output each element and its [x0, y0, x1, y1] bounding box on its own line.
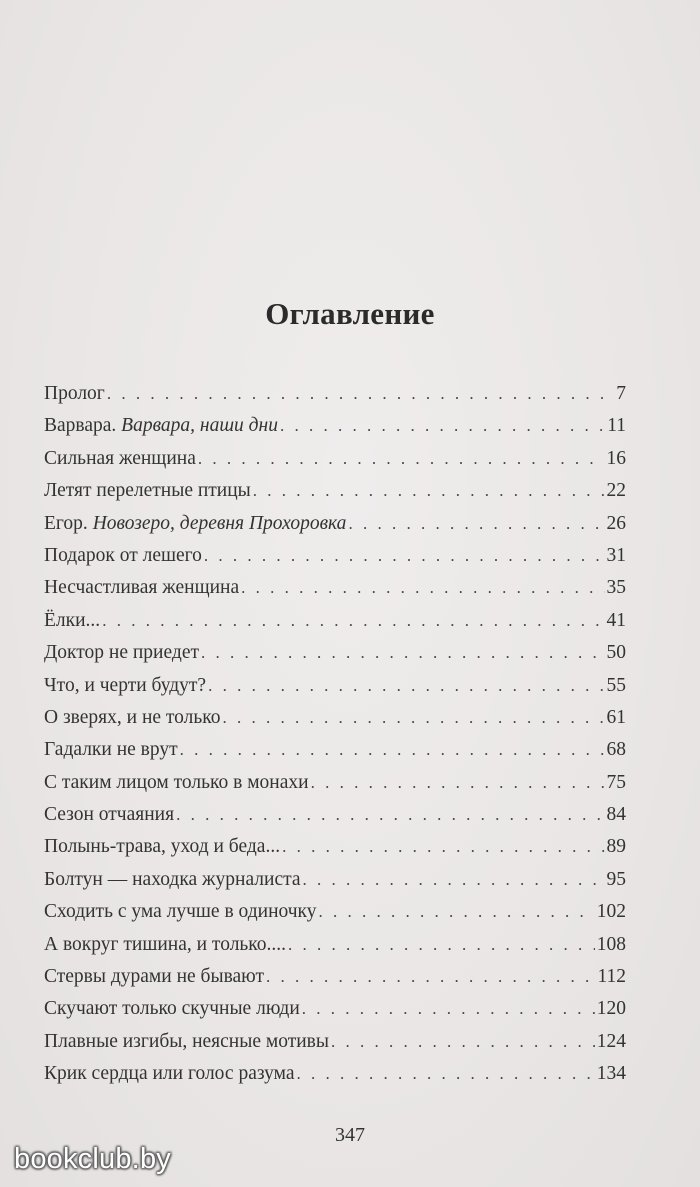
toc-entry-title: [44, 739, 178, 761]
dot-leader: [319, 902, 595, 922]
chapter-title: С таким лицом только в монахи: [44, 771, 309, 793]
toc-entry-page: 108: [596, 933, 626, 955]
chapter-title: О зверях, и не только: [44, 706, 221, 728]
toc-entry-page: 16: [606, 447, 626, 469]
toc-entry-title: [44, 610, 100, 632]
dot-leader: [176, 805, 604, 825]
toc-entry-title: [44, 642, 199, 664]
chapter-title: Плавные изгибы, неясные мотивы: [44, 1030, 329, 1052]
dot-leader: [198, 449, 605, 469]
toc-entry: [44, 675, 626, 707]
dot-leader: [303, 870, 605, 890]
chapter-title: Что, и черти будут?: [44, 674, 207, 696]
dot-leader: [280, 416, 605, 436]
dot-leader: [348, 514, 604, 534]
dot-leader: [282, 837, 604, 857]
toc-entry-title: [44, 1063, 295, 1085]
chapter-subtitle: Варвара, наши дни: [121, 415, 278, 437]
chapter-title: Егор.: [44, 512, 88, 534]
toc-entry-title: [44, 772, 309, 794]
toc-entry-page: 22: [606, 480, 626, 502]
toc-entry-page: 26: [606, 512, 626, 534]
toc-entry-page: 55: [606, 674, 626, 696]
dot-leader: [107, 384, 614, 404]
toc-entry-page: 75: [606, 771, 626, 793]
toc-entry-title: [44, 901, 317, 923]
dot-leader: [297, 1064, 595, 1084]
toc-entry: [44, 966, 626, 998]
toc-entry: [44, 901, 626, 933]
dot-leader: [253, 481, 605, 501]
dot-leader: [204, 546, 605, 566]
toc-entry-page: 61: [606, 706, 626, 728]
toc-entry: [44, 642, 626, 674]
dot-leader: [311, 773, 605, 793]
toc-entry-title: [44, 836, 280, 858]
chapter-title: Варвара.: [44, 415, 117, 437]
chapter-title: Сходить с ума лучше в одиночку: [44, 901, 317, 923]
toc-entry-page: 102: [596, 901, 626, 923]
dot-leader: [201, 643, 605, 663]
toc-entry-page: 89: [606, 836, 626, 858]
dot-leader: [102, 611, 604, 631]
toc-entry-title: [44, 415, 278, 437]
toc-entry: [44, 383, 626, 415]
toc-entry-page: 84: [606, 804, 626, 826]
dot-leader: [331, 1032, 595, 1052]
toc-entry: [44, 610, 626, 642]
dot-leader: [302, 999, 595, 1019]
toc-entry: [44, 1031, 626, 1063]
toc-entry: [44, 480, 626, 512]
toc-entry-title: [44, 448, 196, 470]
toc-entry: [44, 836, 626, 868]
table-of-contents: [44, 383, 626, 1096]
toc-entry: [44, 998, 626, 1030]
toc-entry: [44, 545, 626, 577]
toc-entry-title: [44, 675, 206, 697]
dot-leader: [288, 935, 595, 955]
toc-entry-title: [44, 1031, 329, 1053]
toc-entry-title: [44, 513, 346, 535]
toc-entry-page: 120: [596, 998, 626, 1020]
chapter-title: Доктор не приедет: [44, 642, 199, 664]
toc-entry: [44, 804, 626, 836]
chapter-title: А вокруг тишина, и только....: [44, 933, 287, 955]
toc-entry-page: 124: [596, 1030, 626, 1052]
chapter-title: Стервы дурами не бывают: [44, 966, 265, 988]
chapter-title: Сильная женщина: [44, 447, 196, 469]
chapter-title: Подарок от лешего: [44, 544, 202, 566]
toc-entry-page: 112: [597, 966, 626, 988]
chapter-title: Несчастливая женщина: [44, 577, 240, 599]
toc-entry: [44, 448, 626, 480]
watermark-logo: bookclub.by: [14, 1143, 171, 1175]
chapter-title: Полынь-трава, уход и беда...: [44, 836, 281, 858]
toc-entry-title: [44, 869, 301, 891]
toc-entry: [44, 772, 626, 804]
toc-entry-title: [44, 707, 221, 729]
chapter-title: Пролог: [44, 383, 105, 404]
chapter-title: Сезон отчаяния: [44, 804, 175, 826]
chapter-title: Крик сердца или голос разума: [44, 1063, 295, 1085]
toc-entry: [44, 577, 626, 609]
toc-entry-title: [44, 480, 251, 502]
dot-leader: [241, 578, 604, 598]
toc-entry-page: 134: [596, 1063, 626, 1085]
toc-entry-page: 95: [606, 868, 626, 890]
toc-entry-page: 35: [606, 577, 626, 599]
toc-entry: [44, 934, 626, 966]
dot-leader: [180, 740, 605, 760]
toc-entry-page: 11: [607, 415, 626, 437]
toc-entry-page: 68: [606, 739, 626, 761]
toc-heading: Оглавление: [265, 296, 435, 331]
toc-entry: [44, 415, 626, 447]
toc-entry-title: [44, 804, 174, 826]
toc-entry-title: [44, 577, 239, 599]
toc-entry: [44, 707, 626, 739]
toc-entry-page: 41: [606, 609, 626, 631]
dot-leader: [223, 708, 605, 728]
toc-entry-title: [44, 934, 286, 956]
dot-leader: [266, 967, 595, 987]
toc-entry: [44, 739, 626, 771]
chapter-subtitle: Новозеро, деревня Прохоровка: [92, 512, 347, 534]
dot-leader: [208, 676, 604, 696]
toc-entry-page: 7: [616, 383, 626, 404]
toc-entry-title: [44, 383, 105, 405]
chapter-title: Ёлки...: [44, 609, 101, 631]
toc-entry-title: [44, 998, 300, 1020]
toc-entry: [44, 869, 626, 901]
page-number: 347: [335, 1124, 365, 1146]
toc-entry-page: 50: [606, 642, 626, 664]
toc-entry-title: [44, 545, 202, 567]
chapter-title: Летят перелетные птицы: [44, 480, 251, 502]
toc-entry-page: 31: [606, 544, 626, 566]
chapter-title: Болтун — находка журналиста: [44, 868, 301, 890]
toc-entry: [44, 513, 626, 545]
toc-entry: [44, 1063, 626, 1095]
toc-entry-title: [44, 966, 264, 988]
chapter-title: Скучают только скучные люди: [44, 998, 300, 1020]
chapter-title: Гадалки не врут: [44, 739, 178, 761]
